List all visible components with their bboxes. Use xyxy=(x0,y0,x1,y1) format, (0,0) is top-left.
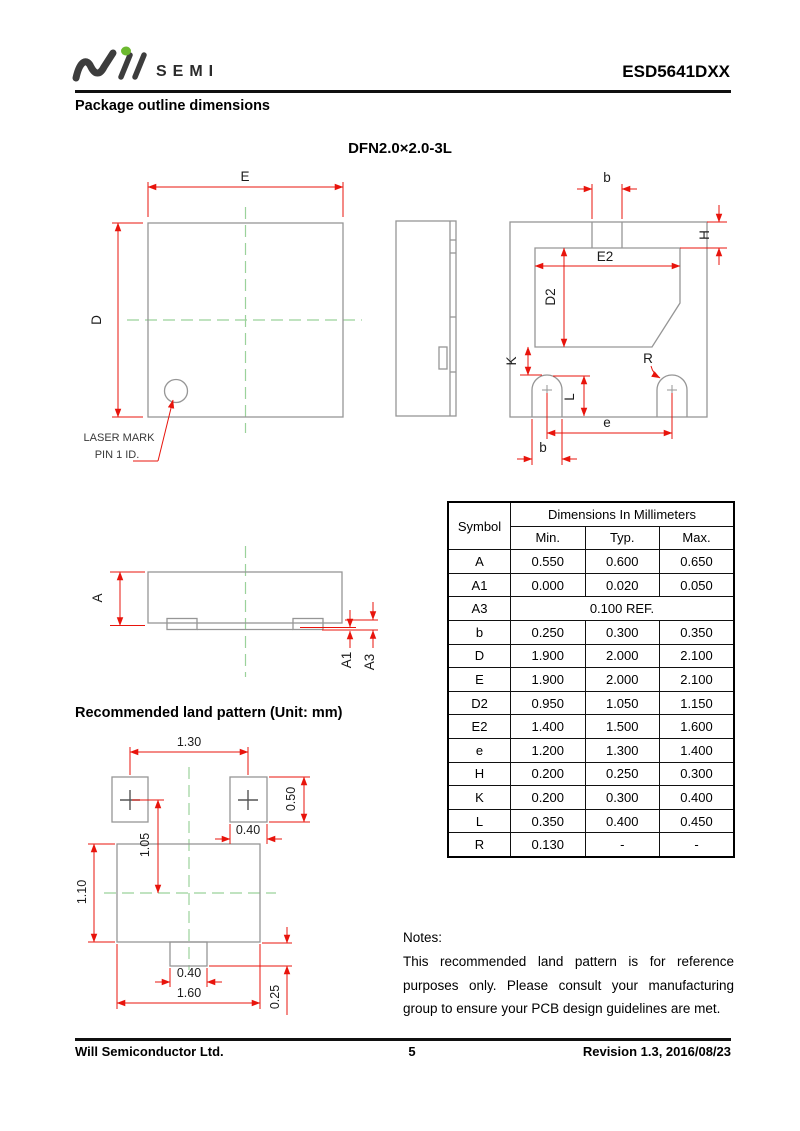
land-dim-pitch: 1.30 xyxy=(176,735,202,749)
cell-typ: 0.400 xyxy=(585,809,660,833)
land-dim-tab-width: 0.40 xyxy=(176,966,202,980)
cell-max: 0.400 xyxy=(660,786,735,810)
cell-min: 0.550 xyxy=(511,550,586,574)
cell-span-value: 0.100 REF. xyxy=(511,597,735,621)
cell-min: 1.200 xyxy=(511,738,586,762)
cell-symbol: E2 xyxy=(448,715,511,739)
cell-symbol: D xyxy=(448,644,511,668)
cell-symbol: e xyxy=(448,738,511,762)
dim-label-e: e xyxy=(603,415,611,430)
front-view-body xyxy=(148,572,342,623)
dim-label-R: R xyxy=(643,351,653,366)
table-row xyxy=(448,597,734,621)
cell-max: 1.600 xyxy=(660,715,735,739)
cell-min: 1.900 xyxy=(511,644,586,668)
cell-typ: 1.500 xyxy=(585,715,660,739)
pin1-id-label: PIN 1 ID. xyxy=(94,449,140,461)
table-header-min: Min. xyxy=(511,526,586,550)
notes-title: Notes: xyxy=(403,930,443,945)
cell-min: 1.900 xyxy=(511,668,586,692)
cell-typ: 0.250 xyxy=(585,762,660,786)
dimensions-table xyxy=(447,501,735,858)
dim-label-D: D xyxy=(89,315,104,325)
land-pattern-heading: Recommended land pattern (Unit: mm) xyxy=(75,705,343,721)
pin1-laser-mark xyxy=(165,380,188,403)
cell-max: 1.150 xyxy=(660,691,735,715)
cell-typ: 1.050 xyxy=(585,691,660,715)
cell-max: - xyxy=(660,833,735,857)
cell-symbol: H xyxy=(448,762,511,786)
cell-min: 1.400 xyxy=(511,715,586,739)
cell-typ: - xyxy=(585,833,660,857)
footer-revision: Revision 1.3, 2016/08/23 xyxy=(582,1044,731,1059)
dim-label-L: L xyxy=(562,393,577,401)
dim-label-b-top: b xyxy=(603,170,611,185)
table-row xyxy=(448,550,734,574)
cell-typ: 2.000 xyxy=(585,644,660,668)
side-view-body xyxy=(396,221,456,416)
dim-label-E: E xyxy=(240,169,250,184)
cell-max: 0.300 xyxy=(660,762,735,786)
cell-symbol: L xyxy=(448,809,511,833)
dim-label-K: K xyxy=(504,356,519,366)
table-row xyxy=(448,786,734,810)
laser-mark-label: LASER MARK xyxy=(83,432,155,444)
cell-max: 0.350 xyxy=(660,620,735,644)
dim-label-D2: D2 xyxy=(543,288,558,306)
table-header-typ: Typ. xyxy=(585,526,660,550)
footer-page-number: 5 xyxy=(408,1044,416,1059)
table-row xyxy=(448,691,734,715)
cell-typ: 0.300 xyxy=(585,786,660,810)
table-row xyxy=(448,644,734,668)
dim-label-A: A xyxy=(90,593,105,603)
footer-rule xyxy=(75,1038,731,1041)
table-header-symbol: Symbol xyxy=(448,502,511,550)
table-row xyxy=(448,809,734,833)
cell-typ: 1.300 xyxy=(585,738,660,762)
table-row xyxy=(448,738,734,762)
notes-body: This recommended land pattern is for reference purposes only. Please consult your manufacturing group to ensure your PCB design guidelines are met. xyxy=(403,953,734,1017)
cell-symbol: A1 xyxy=(448,573,511,597)
table-header-max: Max. xyxy=(660,526,735,550)
cell-symbol: b xyxy=(448,620,511,644)
cell-min: 0.950 xyxy=(511,691,586,715)
dim-label-b-bottom: b xyxy=(539,440,547,455)
dim-label-A3: A3 xyxy=(362,653,377,671)
page-title: Package outline dimensions xyxy=(75,98,270,114)
cell-min: 0.130 xyxy=(511,833,586,857)
notes-block xyxy=(403,926,734,1021)
land-dim-paddle-width: 1.60 xyxy=(176,986,202,1000)
cell-max: 0.650 xyxy=(660,550,735,574)
land-dim-offset: 1.05 xyxy=(138,832,152,858)
table-row xyxy=(448,715,734,739)
cell-min: 0.200 xyxy=(511,762,586,786)
cell-symbol: K xyxy=(448,786,511,810)
table-row xyxy=(448,668,734,692)
table-row xyxy=(448,573,734,597)
cell-typ: 0.600 xyxy=(585,550,660,574)
logo-brand-text: SEMI xyxy=(156,63,220,80)
table-header-units: Dimensions In Millimeters xyxy=(511,502,735,526)
part-number: ESD5641DXX xyxy=(622,62,730,81)
cell-symbol: E xyxy=(448,668,511,692)
land-dim-pad-width: 0.40 xyxy=(235,823,261,837)
table-row xyxy=(448,762,734,786)
cell-max: 1.400 xyxy=(660,738,735,762)
cell-max: 0.050 xyxy=(660,573,735,597)
cell-max: 0.450 xyxy=(660,809,735,833)
table-row xyxy=(448,833,734,857)
dim-label-H: H xyxy=(697,230,712,240)
cell-min: 0.350 xyxy=(511,809,586,833)
cell-typ: 2.000 xyxy=(585,668,660,692)
land-dim-tab-height: 0.25 xyxy=(268,984,282,1010)
cell-symbol: A xyxy=(448,550,511,574)
land-dim-paddle-height: 1.10 xyxy=(75,879,89,905)
cell-symbol: D2 xyxy=(448,691,511,715)
dim-label-E2: E2 xyxy=(596,249,614,264)
cell-typ: 0.020 xyxy=(585,573,660,597)
dim-label-A1: A1 xyxy=(339,651,354,669)
cell-symbol: A3 xyxy=(448,597,511,621)
cell-max: 2.100 xyxy=(660,644,735,668)
land-dim-pad-height: 0.50 xyxy=(284,786,298,812)
footer-company: Will Semiconductor Ltd. xyxy=(75,1044,224,1059)
package-title: DFN2.0×2.0-3L xyxy=(348,140,452,157)
cell-min: 0.000 xyxy=(511,573,586,597)
cell-max: 2.100 xyxy=(660,668,735,692)
table-row xyxy=(448,620,734,644)
cell-min: 0.250 xyxy=(511,620,586,644)
cell-typ: 0.300 xyxy=(585,620,660,644)
cell-symbol: R xyxy=(448,833,511,857)
cell-min: 0.200 xyxy=(511,786,586,810)
